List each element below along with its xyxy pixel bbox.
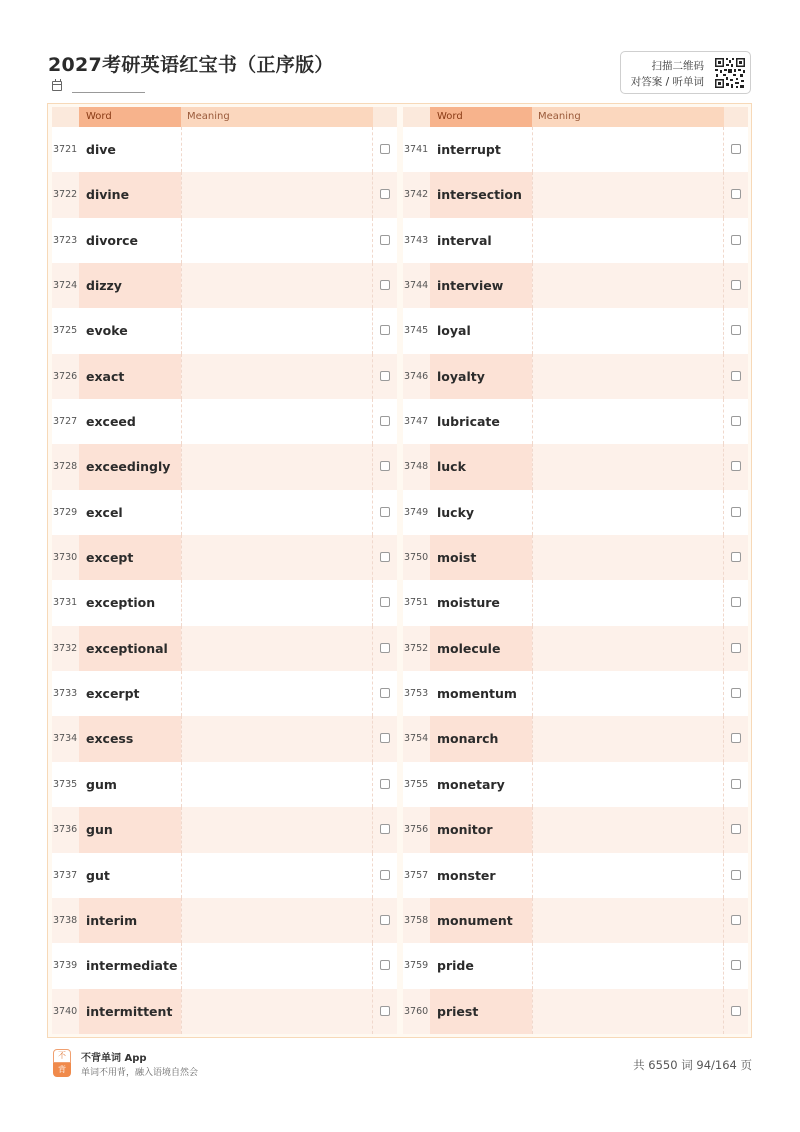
meaning-cell[interactable] xyxy=(532,399,724,444)
meaning-cell[interactable] xyxy=(181,308,373,353)
word-text: exceptional xyxy=(86,640,168,656)
table-row xyxy=(403,399,748,444)
checkbox-icon[interactable] xyxy=(380,824,390,834)
checkbox-icon[interactable] xyxy=(731,325,741,335)
word-text: monster xyxy=(437,867,496,883)
checkbox-icon[interactable] xyxy=(380,779,390,789)
checkbox-icon[interactable] xyxy=(380,552,390,562)
meaning-cell[interactable] xyxy=(532,308,724,353)
checkbox-icon[interactable] xyxy=(731,235,741,245)
table-row xyxy=(403,263,748,308)
word-text: lucky xyxy=(437,504,475,520)
checkbox-icon[interactable] xyxy=(380,280,390,290)
word-text: momentum xyxy=(437,686,517,702)
meaning-cell[interactable] xyxy=(181,671,373,716)
word-text: loyalty xyxy=(437,368,485,384)
table-row xyxy=(403,716,748,761)
word-text: monetary xyxy=(437,776,505,792)
checkbox-icon[interactable] xyxy=(731,688,741,698)
checkbox-icon[interactable] xyxy=(731,733,741,743)
word-number: 3759 xyxy=(404,960,429,972)
word-text: priest xyxy=(437,1003,479,1019)
checkbox-icon[interactable] xyxy=(731,915,741,925)
word-text: excess xyxy=(86,731,134,747)
word-number: 3754 xyxy=(404,733,429,745)
checkbox-icon[interactable] xyxy=(380,688,390,698)
checkbox-icon[interactable] xyxy=(380,597,390,607)
header-meaning: Meaning xyxy=(181,107,373,127)
word-text: moisture xyxy=(437,595,500,611)
meaning-cell[interactable] xyxy=(181,943,373,988)
word-number: 3751 xyxy=(404,597,429,609)
app-logo: 不 背 xyxy=(53,1049,71,1077)
word-text: divorce xyxy=(86,232,139,248)
table-row xyxy=(52,989,397,1034)
checkbox-icon[interactable] xyxy=(380,870,390,880)
word-number: 3756 xyxy=(404,824,429,836)
table-row xyxy=(403,354,748,399)
word-text: evoke xyxy=(86,323,128,339)
word-text: molecule xyxy=(437,640,501,656)
word-text: intersection xyxy=(437,187,522,203)
word-number: 3758 xyxy=(404,914,429,926)
meaning-cell[interactable] xyxy=(532,218,724,263)
table-row xyxy=(403,444,748,489)
word-number: 3743 xyxy=(404,234,429,246)
calendar-icon xyxy=(52,81,62,91)
table-row xyxy=(52,671,397,716)
word-text: intermittent xyxy=(86,1003,173,1019)
word-text: exact xyxy=(86,368,125,384)
checkbox-icon[interactable] xyxy=(380,235,390,245)
table-row xyxy=(403,853,748,898)
meaning-cell[interactable] xyxy=(532,444,724,489)
table-row xyxy=(52,399,397,444)
word-number: 3722 xyxy=(53,189,78,201)
checkbox-icon[interactable] xyxy=(380,507,390,517)
checkbox-icon[interactable] xyxy=(731,144,741,154)
word-text: gum xyxy=(86,776,117,792)
checkbox-icon[interactable] xyxy=(380,643,390,653)
meaning-cell[interactable] xyxy=(532,172,724,217)
meaning-cell[interactable] xyxy=(181,580,373,625)
word-text: interim xyxy=(86,912,138,928)
checkbox-icon[interactable] xyxy=(380,1006,390,1016)
table-row xyxy=(403,172,748,217)
meaning-cell[interactable] xyxy=(532,127,724,172)
word-number: 3750 xyxy=(404,552,429,564)
table-row xyxy=(403,807,748,852)
meaning-cell[interactable] xyxy=(532,989,724,1034)
header-word: Word xyxy=(79,107,181,127)
table-header xyxy=(52,107,397,127)
table-row xyxy=(52,943,397,988)
meaning-cell[interactable] xyxy=(532,580,724,625)
word-number: 3727 xyxy=(53,416,78,428)
meaning-cell[interactable] xyxy=(181,444,373,489)
app-slogan: 单词不用背，融入语境自然会 xyxy=(81,1068,199,1078)
table-row xyxy=(52,127,397,172)
word-number: 3746 xyxy=(404,370,429,382)
checkbox-icon[interactable] xyxy=(731,824,741,834)
word-text: loyal xyxy=(437,323,471,339)
word-number: 3748 xyxy=(404,461,429,473)
word-number: 3721 xyxy=(53,144,78,155)
table-row xyxy=(403,580,748,625)
checkbox-icon[interactable] xyxy=(731,960,741,970)
word-text: exceed xyxy=(86,414,136,430)
meaning-cell[interactable] xyxy=(181,172,373,217)
word-text: excel xyxy=(86,504,123,520)
meaning-cell[interactable] xyxy=(181,807,373,852)
word-text: intermediate xyxy=(86,958,178,974)
table-row xyxy=(403,218,748,263)
checkbox-icon[interactable] xyxy=(380,189,390,199)
meaning-cell[interactable] xyxy=(532,626,724,671)
word-text: dive xyxy=(86,142,116,157)
table-row xyxy=(403,671,748,716)
table-row xyxy=(403,490,748,535)
meaning-cell[interactable] xyxy=(532,762,724,807)
word-text: lubricate xyxy=(437,414,500,430)
word-text: divine xyxy=(86,187,130,203)
word-number: 3731 xyxy=(53,597,78,609)
word-text: monument xyxy=(437,912,513,928)
table-row xyxy=(52,263,397,308)
word-number: 3728 xyxy=(53,461,78,473)
word-number: 3742 xyxy=(404,189,429,201)
word-number: 3744 xyxy=(404,280,429,292)
word-number: 3734 xyxy=(53,733,78,745)
table-row xyxy=(52,308,397,353)
table-row xyxy=(403,989,748,1034)
meaning-cell[interactable] xyxy=(532,943,724,988)
word-number: 3739 xyxy=(53,960,78,972)
checkbox-icon[interactable] xyxy=(380,144,390,154)
table-row xyxy=(52,807,397,852)
checkbox-icon[interactable] xyxy=(731,779,741,789)
word-text: exception xyxy=(86,595,156,611)
checkbox-icon[interactable] xyxy=(731,552,741,562)
checkbox-icon[interactable] xyxy=(731,280,741,290)
meaning-cell[interactable] xyxy=(181,399,373,444)
table-row xyxy=(403,308,748,353)
table-row xyxy=(52,218,397,263)
table-row xyxy=(403,943,748,988)
word-number: 3732 xyxy=(53,642,78,654)
word-text: monitor xyxy=(437,822,493,838)
word-text: dizzy xyxy=(86,278,122,294)
word-number: 3736 xyxy=(53,824,78,836)
table-row xyxy=(403,898,748,943)
meaning-cell[interactable] xyxy=(181,898,373,943)
checkbox-icon[interactable] xyxy=(380,325,390,335)
word-number: 3740 xyxy=(53,1005,78,1017)
word-number: 3733 xyxy=(53,688,78,700)
word-number: 3749 xyxy=(404,506,429,518)
word-text: luck xyxy=(437,459,466,475)
meaning-cell[interactable] xyxy=(532,671,724,716)
meaning-cell[interactable] xyxy=(181,218,373,263)
word-number: 3725 xyxy=(53,325,78,337)
qr-card[interactable] xyxy=(620,51,751,94)
table-row xyxy=(403,762,748,807)
meaning-cell[interactable] xyxy=(181,626,373,671)
word-number: 3723 xyxy=(53,234,78,246)
checkbox-icon[interactable] xyxy=(731,643,741,653)
checkbox-icon[interactable] xyxy=(731,507,741,517)
table-row xyxy=(52,172,397,217)
table-row xyxy=(52,626,397,671)
checkbox-icon[interactable] xyxy=(731,371,741,381)
word-text: exceedingly xyxy=(86,459,171,475)
word-panel-left xyxy=(52,107,397,1034)
table-row xyxy=(52,853,397,898)
table-row xyxy=(403,626,748,671)
checkbox-icon[interactable] xyxy=(731,1006,741,1016)
checkbox-icon[interactable] xyxy=(731,461,741,471)
meaning-cell[interactable] xyxy=(181,989,373,1034)
table-row xyxy=(52,444,397,489)
word-text: gun xyxy=(86,822,113,838)
word-text: interview xyxy=(437,278,504,294)
table-row xyxy=(52,580,397,625)
page-title: 2027考研英语红宝书（正序版） xyxy=(48,54,334,76)
table-header xyxy=(403,107,748,127)
meaning-cell[interactable] xyxy=(532,490,724,535)
header-word: Word xyxy=(430,107,532,127)
table-row xyxy=(403,535,748,580)
table-row xyxy=(403,127,748,172)
date-blank-line xyxy=(72,92,145,93)
table-row xyxy=(52,490,397,535)
table-row xyxy=(52,354,397,399)
word-text: moist xyxy=(437,550,477,566)
word-number: 3738 xyxy=(53,914,78,926)
table-row xyxy=(52,535,397,580)
word-number: 3755 xyxy=(404,778,429,790)
checkbox-icon[interactable] xyxy=(380,733,390,743)
table-row xyxy=(52,716,397,761)
word-panel-right xyxy=(403,107,748,1034)
word-number: 3752 xyxy=(404,642,429,654)
meaning-cell[interactable] xyxy=(532,807,724,852)
page-count: 共 6550 词 94/164 页 xyxy=(633,1058,752,1072)
word-text: monarch xyxy=(437,731,499,747)
word-number: 3753 xyxy=(404,688,429,700)
checkbox-icon[interactable] xyxy=(380,461,390,471)
word-text: pride xyxy=(437,958,474,974)
checkbox-icon[interactable] xyxy=(380,915,390,925)
header-meaning: Meaning xyxy=(532,107,724,127)
meaning-cell[interactable] xyxy=(532,535,724,580)
word-number: 3735 xyxy=(53,778,78,790)
word-number: 3747 xyxy=(404,416,429,428)
qr-caption-answers: 对答案 / 听单词 xyxy=(630,76,704,88)
word-number: 3745 xyxy=(404,325,429,337)
checkbox-icon[interactable] xyxy=(380,416,390,426)
word-number: 3737 xyxy=(53,869,78,881)
word-number: 3760 xyxy=(404,1005,429,1017)
qr-caption-scan: 扫描二维码 xyxy=(651,60,704,72)
checkbox-icon[interactable] xyxy=(380,960,390,970)
word-number: 3729 xyxy=(53,506,78,518)
checkbox-icon[interactable] xyxy=(731,597,741,607)
meaning-cell[interactable] xyxy=(181,535,373,580)
table-row xyxy=(52,898,397,943)
word-number: 3724 xyxy=(53,280,78,292)
meaning-cell[interactable] xyxy=(181,716,373,761)
table-row xyxy=(52,762,397,807)
meaning-cell[interactable] xyxy=(181,263,373,308)
word-text: interrupt xyxy=(437,142,501,157)
qr-code-icon xyxy=(714,57,746,89)
meaning-cell[interactable] xyxy=(181,853,373,898)
meaning-cell[interactable] xyxy=(181,127,373,172)
meaning-cell[interactable] xyxy=(532,853,724,898)
meaning-cell[interactable] xyxy=(181,354,373,399)
word-number: 3726 xyxy=(53,370,78,382)
meaning-cell[interactable] xyxy=(532,354,724,399)
checkbox-icon[interactable] xyxy=(731,189,741,199)
word-text: interval xyxy=(437,232,492,248)
checkbox-icon[interactable] xyxy=(731,870,741,880)
word-text: except xyxy=(86,550,134,566)
meaning-cell[interactable] xyxy=(181,490,373,535)
word-text: gut xyxy=(86,867,110,883)
meaning-cell[interactable] xyxy=(532,716,724,761)
app-name: 不背单词 App xyxy=(81,1053,147,1064)
word-number: 3741 xyxy=(404,144,429,155)
word-number: 3757 xyxy=(404,869,429,881)
word-number: 3730 xyxy=(53,552,78,564)
word-text: excerpt xyxy=(86,686,140,702)
meaning-cell[interactable] xyxy=(532,898,724,943)
meaning-cell[interactable] xyxy=(532,263,724,308)
meaning-cell[interactable] xyxy=(181,762,373,807)
checkbox-icon[interactable] xyxy=(731,416,741,426)
checkbox-icon[interactable] xyxy=(380,371,390,381)
